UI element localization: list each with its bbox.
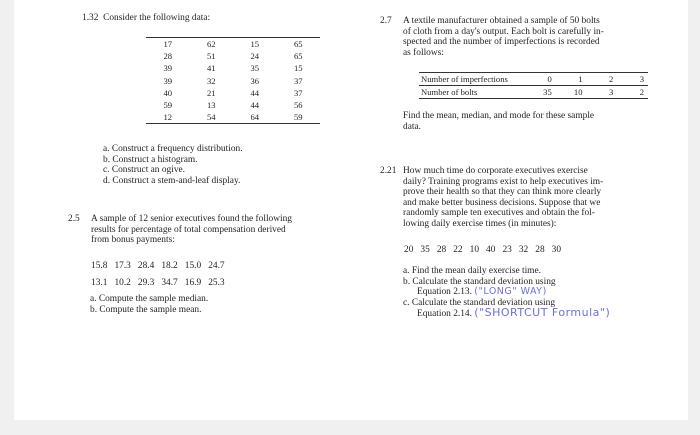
table-cell: 37 [293,75,303,86]
table-cell: 39 [163,75,173,86]
part-c: c. Construct an ogive. [103,165,186,176]
problem-1-32-heading [82,13,210,24]
table-cell: 15 [250,39,260,50]
part-a: a. Find the mean daily exercise time. [403,266,541,276]
table-cell: 65 [293,39,303,50]
imperfections-row: Number of imperfections 0 1 2 3 [421,74,644,84]
problem-2-5-number: 2.5 [68,214,80,224]
table-cell: 24 [250,51,260,62]
table-cell: 28 [163,51,173,62]
part-a: a. Compute the sample median. [90,294,209,304]
table-cell: 13 [206,100,216,111]
part-c: c. Calculate the standard deviation using [403,297,556,308]
handwritten-shortcut-formula-note: ("SHORTCUT Formula") [474,306,611,320]
table-cell: 51 [206,51,216,62]
problem-2-5-parts [90,294,208,315]
problem-2-7-text: A textile manufacturer obtained a sample of 50 bolts of cloth from a day's output. Each bolt is carefully in- spected and the number of imperfections is recorded as follows: [403,16,604,58]
part-c-line2: Equation 2.14. ("SHORTCUT Formula") [417,306,611,320]
part-b: b. Compute the sample mean. [90,304,202,315]
problem-2-7-question: Find the mean, median, and mode for these sample data. [403,111,595,132]
data-line-2: 13.1 10.2 29.3 34.7 16.9 25.3 [91,277,225,288]
problem-2-7-number: 2.7 [380,16,392,26]
table-cell: 32 [206,75,216,86]
table-cell: 59 [293,112,303,123]
table-cell: 44 [250,100,260,111]
data-table-1-32 [146,37,320,124]
exercise-times-data: 20 35 28 22 10 40 23 32 28 30 [404,245,562,255]
table-cell: 17 [163,39,173,50]
table-cell: 39 [163,63,173,74]
part-b: b. Construct a histogram. [103,154,198,165]
table-cell: 65 [293,51,303,62]
textbook-page [14,0,688,420]
table-cell: 64 [250,112,260,123]
part-b-line2: Equation 2.13. ("LONG" WAY) [417,286,547,298]
problem-2-5-text: A sample of 12 senior executives found the following results for percentage of total compensation derived from bonus payments: [91,214,292,246]
problem-heading: Consider the following data: [103,13,211,23]
table-cell: 40 [163,87,173,98]
part-b: b. Calculate the standard deviation using [403,276,556,287]
table-cell: 56 [293,100,303,111]
table-row [146,75,320,87]
bolts-row: Number of bolts 35 10 3 2 [421,87,644,97]
table-cell: 62 [206,39,216,50]
table-cell: 59 [163,100,173,111]
table-row [146,87,320,99]
problem-2-21-parts [403,266,610,320]
table-cell: 35 [250,63,260,74]
table-cell: 44 [250,87,260,98]
table-cell: 15 [293,63,303,74]
table-row [146,62,320,74]
table-row [146,50,320,62]
table-row [146,38,320,50]
data-line-1: 15.8 17.3 28.4 18.2 15.0 24.7 [91,261,225,271]
table-cell: 21 [206,87,216,98]
table-row [146,99,320,111]
problem-number: 1.32 [82,13,99,23]
table-cell: 12 [163,112,173,123]
table-cell: 37 [293,87,303,98]
problem-2-5-data [91,261,225,288]
table-cell: 41 [206,63,216,74]
part-a: a. Construct a frequency distribution. [103,144,243,154]
table-cell: 36 [250,75,260,86]
part-d: d. Construct a stem-and-leaf display. [103,175,241,186]
imperfections-table [419,72,648,99]
problem-2-21-text: How much time do corporate executives exercise daily? Training programs exist to help executives im- prove their health so that they can think more clearly and make better business decisions. Suppose that we randomly sample ten executives and obtain the fol- lowing daily exercise times (in minutes): [403,166,604,229]
table-row [146,111,320,123]
table-cell: 54 [206,112,216,123]
handwritten-long-way-note: ("LONG" WAY) [474,286,547,298]
problem-2-21-number: 2.21 [380,166,397,176]
problem-1-32-parts [103,144,243,186]
